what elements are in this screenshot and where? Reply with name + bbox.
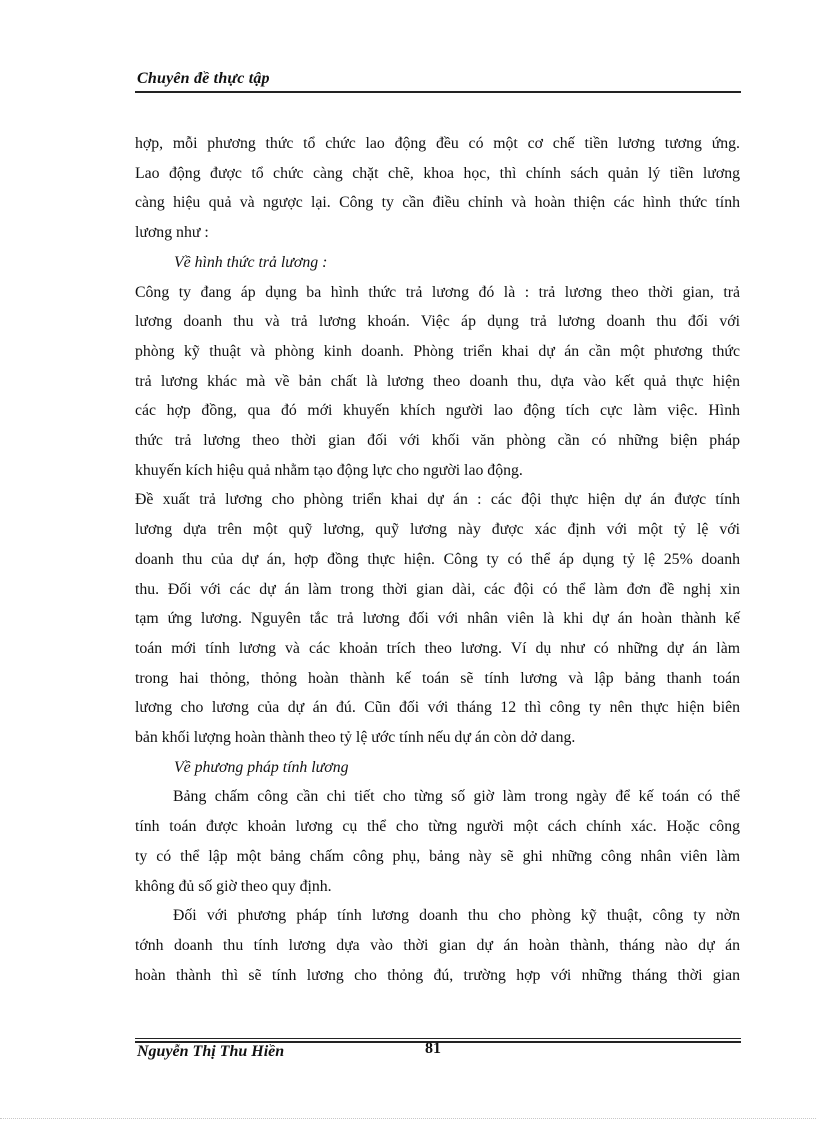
text-line: Lao động được tổ chức càng chặt chẽ, khoa học, thì chính sách quản lý tiền lương (135, 164, 740, 182)
text-line: trả lương khác mà về bản chất là lương theo doanh thu, dựa vào kết quả thực hiện (135, 372, 740, 390)
text-line: khuyến kích hiệu quả nhằm tạo động lực cho người lao động. (135, 461, 523, 479)
text-line: Đối với phương pháp tính lương doanh thu cho phòng kỹ thuật, công ty nờn (173, 907, 740, 925)
page-edge-divider (0, 1118, 816, 1119)
text-line: lương như : (135, 224, 209, 242)
text-line: thu. Đối với các dự án làm trong thời gian dài, các đội có thể làm đơn đề nghị xin (135, 580, 740, 598)
text-line: hợp, mỗi phương thức tổ chức lao động đều có một cơ chế tiền lương tương ứng. (135, 135, 740, 152)
text-line: Bảng chấm công cần chi tiết cho từng số giờ làm trong ngày để kế toán có thể (173, 788, 740, 806)
text-line: phòng kỹ thuật và phòng kinh doanh. Phòng triển khai dự án cần một phương thức (135, 342, 740, 360)
text-line: trong hai thỏng, thỏng hoàn thành kế toán sẽ tính lương và lập bảng thanh toán (135, 669, 740, 687)
header-title: Chuyên đề thực tập (137, 70, 270, 87)
text-line: toán mới tính lương và các khoản trích theo lương. Ví dụ như có những dự án làm (135, 639, 740, 657)
body-text (135, 129, 740, 990)
text-line: lương dựa trên một quỹ lương, quỹ lương này được xác định với một tỷ lệ với (135, 521, 740, 539)
text-line: càng hiệu quả và ngược lại. Công ty cần điều chỉnh và hoàn thiện các hình thức tính (135, 194, 740, 212)
text-line: tạm ứng lương. Nguyên tắc trả lương đối với nhân viên là khi dự án hoàn thành kế (135, 610, 740, 628)
text-line: các hợp đồng, qua đó mới khuyến khích người lao động tích cực làm việc. Hình (135, 402, 740, 420)
text-line: Đề xuất trả lương cho phòng triển khai dự án : các đội thực hiện dự án được tính (135, 491, 740, 509)
section-heading-pay-forms: Về hình thức trả lương : (174, 253, 328, 271)
text-line: Công ty đang áp dụng ba hình thức trả lương đó là : trả lương theo thời gian, trả (135, 283, 740, 301)
text-line: lương doanh thu và trả lương khoán. Việc áp dụng trả lương doanh thu đối với (135, 313, 740, 331)
text-line: thức trả lương theo thời gian đối với khối văn phòng cần có những biện pháp (135, 432, 740, 450)
text-line: hoàn thành thì sẽ tính lương cho thỏng đú, trường hợp với những tháng thời gian (135, 966, 740, 984)
text-line: tính toán được khoản lương cụ thể cho từng người một cách chính xác. Hoặc công (135, 818, 740, 836)
section-heading-calculation: Về phương pháp tính lương (174, 758, 349, 776)
text-line: doanh thu của dự án, hợp đồng thực hiện. Công ty có thể áp dụng tỷ lệ 25% doanh (135, 550, 740, 568)
header-rule (135, 91, 741, 93)
text-line: không đủ số giờ theo quy định. (135, 877, 332, 895)
text-line: ty có thể lập một bảng chấm công phụ, bảng này sẽ ghi những công nhân viên làm (135, 847, 740, 865)
footer-rule (135, 1038, 741, 1039)
footer-author: Nguyễn Thị Thu Hiền (137, 1043, 285, 1060)
text-line: tớnh doanh thu tính lương dựa vào thời gian dự án hoàn thành, tháng nào dự án (135, 936, 740, 954)
page-number: 81 (425, 1040, 441, 1057)
text-line: bản khối lượng hoàn thành theo tỷ lệ ước tính nếu dự án còn dở dang. (135, 729, 576, 747)
text-line: lương cho lương của dự án đú. Cũn đối với tháng 12 thì công ty nên thực hiện biên (135, 699, 740, 717)
